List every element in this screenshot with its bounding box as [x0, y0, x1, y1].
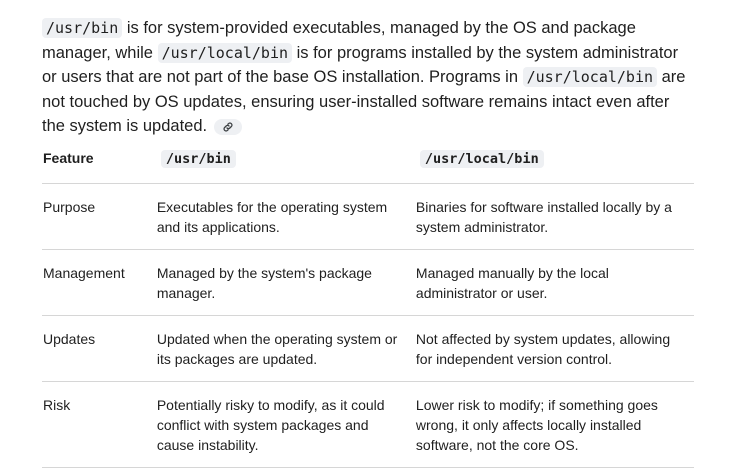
- row-feature-cell: Purpose: [42, 184, 156, 250]
- comparison-table: [42, 146, 694, 468]
- paragraph-text-3: are not touched by OS updates, ensuring user-installed software remains intact even after the system is updated.: [42, 68, 686, 135]
- link-icon: [222, 121, 234, 133]
- row-usr-bin-cell: Updated when the operating system or its packages are updated.: [156, 316, 415, 382]
- inline-code-usr-local-bin-2: /usr/local/bin: [523, 67, 657, 87]
- row-usr-bin-cell: Executables for the operating system and its applications.: [156, 184, 415, 250]
- source-link-button[interactable]: [214, 119, 242, 135]
- inline-code-usr-bin: /usr/bin: [42, 18, 122, 38]
- header-usr-bin: [156, 146, 415, 184]
- row-usr-bin-cell: Potentially risky to modify, as it could conflict with system packages and cause instability.: [156, 382, 415, 468]
- table-header-row: [42, 146, 694, 184]
- row-usr-local-bin-cell: Lower risk to modify; if something goes wrong, it only affects locally installed software, not the core OS.: [415, 382, 694, 468]
- inline-code-usr-local-bin: /usr/local/bin: [158, 43, 292, 63]
- header-code-usr-bin: /usr/bin: [161, 150, 236, 168]
- row-usr-local-bin-cell: Managed manually by the local administrator or user.: [415, 250, 694, 316]
- row-usr-local-bin-cell: Not affected by system updates, allowing for independent version control.: [415, 316, 694, 382]
- table-row: [42, 184, 694, 250]
- paragraph-text-1: is for system-provided executables, managed by the OS and package manager, while: [42, 19, 636, 62]
- row-feature-cell: Management: [42, 250, 156, 316]
- answer-content: [42, 16, 694, 139]
- table-row: [42, 250, 694, 316]
- header-feature: Feature: [42, 146, 156, 184]
- paragraph-text-2: is for programs installed by the system administrator or users that are not part of the base OS installation. Programs in: [42, 43, 679, 86]
- header-code-usr-local-bin: /usr/local/bin: [420, 150, 544, 168]
- explanation-paragraph: [42, 16, 694, 139]
- row-usr-bin-cell: Managed by the system's package manager.: [156, 250, 415, 316]
- table-row: [42, 316, 694, 382]
- header-usr-local-bin: [415, 146, 694, 184]
- row-feature-cell: Updates: [42, 316, 156, 382]
- table-row: [42, 382, 694, 468]
- row-feature-cell: Risk: [42, 382, 156, 468]
- row-usr-local-bin-cell: Binaries for software installed locally by a system administrator.: [415, 184, 694, 250]
